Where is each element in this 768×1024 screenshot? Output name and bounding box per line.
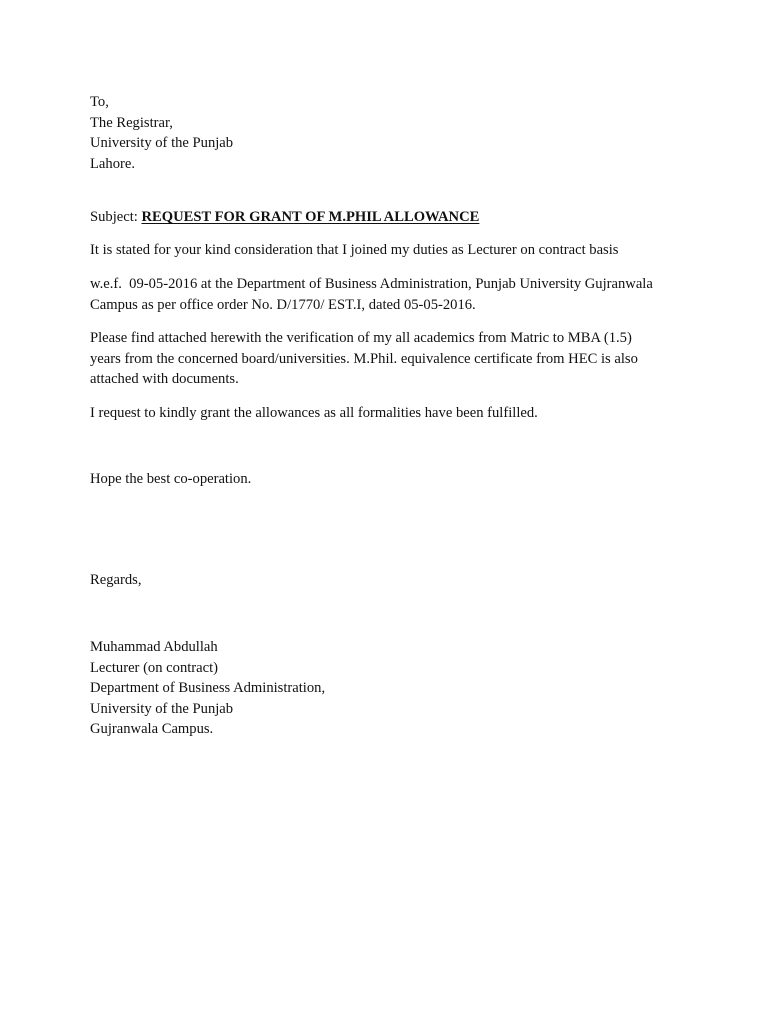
addressee-line: The Registrar, — [90, 114, 173, 131]
subject-title: REQUEST FOR GRANT OF M.PHIL ALLOWANCE — [141, 209, 480, 225]
body-paragraph-3 — [90, 328, 690, 390]
addressee-line: Lahore. — [90, 155, 135, 172]
paragraph-line: It is stated for your kind consideration that I joined my duties as Lecturer on contract basis — [90, 242, 619, 258]
body-paragraph-2 — [90, 274, 690, 315]
paragraph-line: Please find attached herewith the verification of my all academics from Matric to MBA (1.5) — [90, 330, 632, 346]
signature-block — [90, 637, 690, 740]
paragraph-line: years from the concerned board/universities. M.Phil. equivalence certificate from HEC is also — [90, 350, 638, 367]
subject-label: Subject: — [90, 209, 138, 225]
body-paragraph-1 — [90, 240, 690, 261]
closing-text: Hope the best co-operation. — [90, 471, 252, 487]
regards-line — [90, 570, 690, 591]
paragraph-line: I request to kindly grant the allowances as all formalities have been fulfilled. — [90, 405, 538, 421]
signature-department: Department of Business Administration, — [90, 680, 326, 696]
signature-designation: Lecturer (on contract) — [90, 659, 219, 676]
body-paragraph-4 — [90, 403, 690, 424]
paragraph-line: attached with documents. — [90, 371, 239, 387]
regards-text: Regards, — [90, 572, 142, 588]
paragraph-line: Campus as per office order No. D/1770/ EST.I, dated 05-05-2016. — [90, 296, 476, 313]
closing-line — [90, 469, 690, 490]
addressee-block — [90, 92, 690, 174]
signature-university: University of the Punjab — [90, 700, 234, 717]
paragraph-line: w.e.f. 09-05-2016 at the Department of Business Administration, Punjab University Gujranwala — [90, 276, 653, 292]
addressee-line: University of the Punjab — [90, 135, 234, 151]
signature-name: Muhammad Abdullah — [90, 639, 218, 655]
subject-line — [90, 207, 690, 228]
addressee-line: To, — [90, 94, 109, 110]
signature-campus: Gujranwala Campus. — [90, 721, 214, 737]
